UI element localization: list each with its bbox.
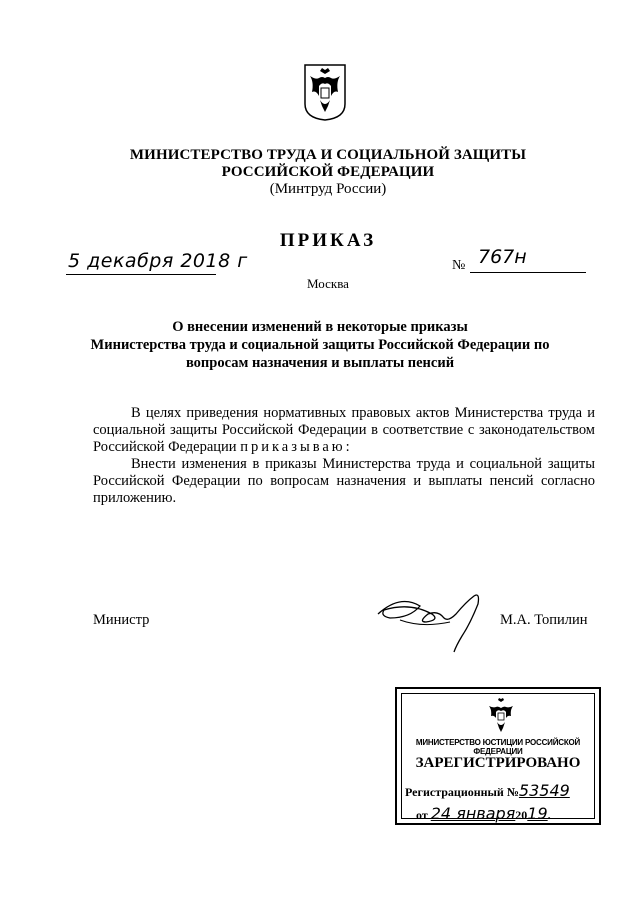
body-paragraph-1-text: В целях приведения нормативных правовых актов Министерства труда и социальной защиты Российской Федерации в соответствие с законодательством Российской Федерации bbox=[93, 405, 595, 455]
order-number-label: № bbox=[452, 258, 466, 273]
stamp-reg-label: Регистрационный № bbox=[405, 785, 519, 799]
stamp-registration-number-line bbox=[405, 781, 570, 800]
stamp-year-prefix: 20 bbox=[515, 808, 528, 822]
signatory-position: Министр bbox=[93, 612, 150, 628]
order-title-line2: Министерства труда и социальной защиты Российской Федерации по bbox=[90, 337, 550, 353]
date-underline bbox=[66, 274, 216, 275]
stamp-year-handwritten: 19 bbox=[527, 804, 548, 823]
order-directive-word: приказываю: bbox=[240, 439, 353, 455]
order-city: Москва bbox=[307, 276, 349, 291]
order-date-handwritten: 5 декабря 2018 г bbox=[68, 250, 248, 272]
body-paragraph-1 bbox=[93, 405, 595, 456]
stamp-date-handwritten: 24 января bbox=[430, 804, 516, 823]
handwritten-signature bbox=[370, 584, 500, 654]
stamp-emblem-icon bbox=[486, 698, 516, 734]
body-paragraph-2: Внести изменения в приказы Министерства труда и социальной защиты Российской Федерации по вопросам назначения и выплаты пенсий согласно приложению. bbox=[93, 456, 595, 506]
document-type-heading: ПРИКАЗ bbox=[279, 230, 377, 251]
registration-stamp bbox=[395, 687, 601, 825]
order-number-handwritten: 767н bbox=[478, 246, 527, 268]
stamp-reg-number-handwritten: 53549 bbox=[518, 781, 570, 800]
coat-of-arms-emblem bbox=[302, 62, 348, 122]
order-title-line3: вопросам назначения и выплаты пенсий bbox=[185, 355, 455, 371]
order-title-line1: О внесении изменений в некоторые приказы bbox=[172, 319, 468, 335]
order-body bbox=[93, 405, 595, 507]
stamp-date-line: от 24 января2019. bbox=[416, 804, 551, 823]
stamp-ministry-name: МИНИСТЕРСТВО ЮСТИЦИИ РОССИЙСКОЙ ФЕДЕРАЦИИ bbox=[415, 738, 581, 756]
signatory-name: М.А. Топилин bbox=[500, 612, 588, 628]
stamp-registered-label: ЗАРЕГИСТРИРОВАНО bbox=[415, 755, 581, 771]
ministry-name-line2: РОССИЙСКОЙ ФЕДЕРАЦИИ bbox=[221, 164, 435, 180]
number-underline bbox=[470, 272, 586, 273]
ministry-short-name: (Минтруд России) bbox=[269, 181, 387, 197]
ministry-name-line1: МИНИСТЕРСТВО ТРУДА И СОЦИАЛЬНОЙ ЗАЩИТЫ bbox=[129, 147, 527, 163]
stamp-date-prefix: от bbox=[416, 808, 428, 822]
order-title bbox=[70, 318, 570, 372]
stamp-inner-border bbox=[401, 693, 595, 823]
